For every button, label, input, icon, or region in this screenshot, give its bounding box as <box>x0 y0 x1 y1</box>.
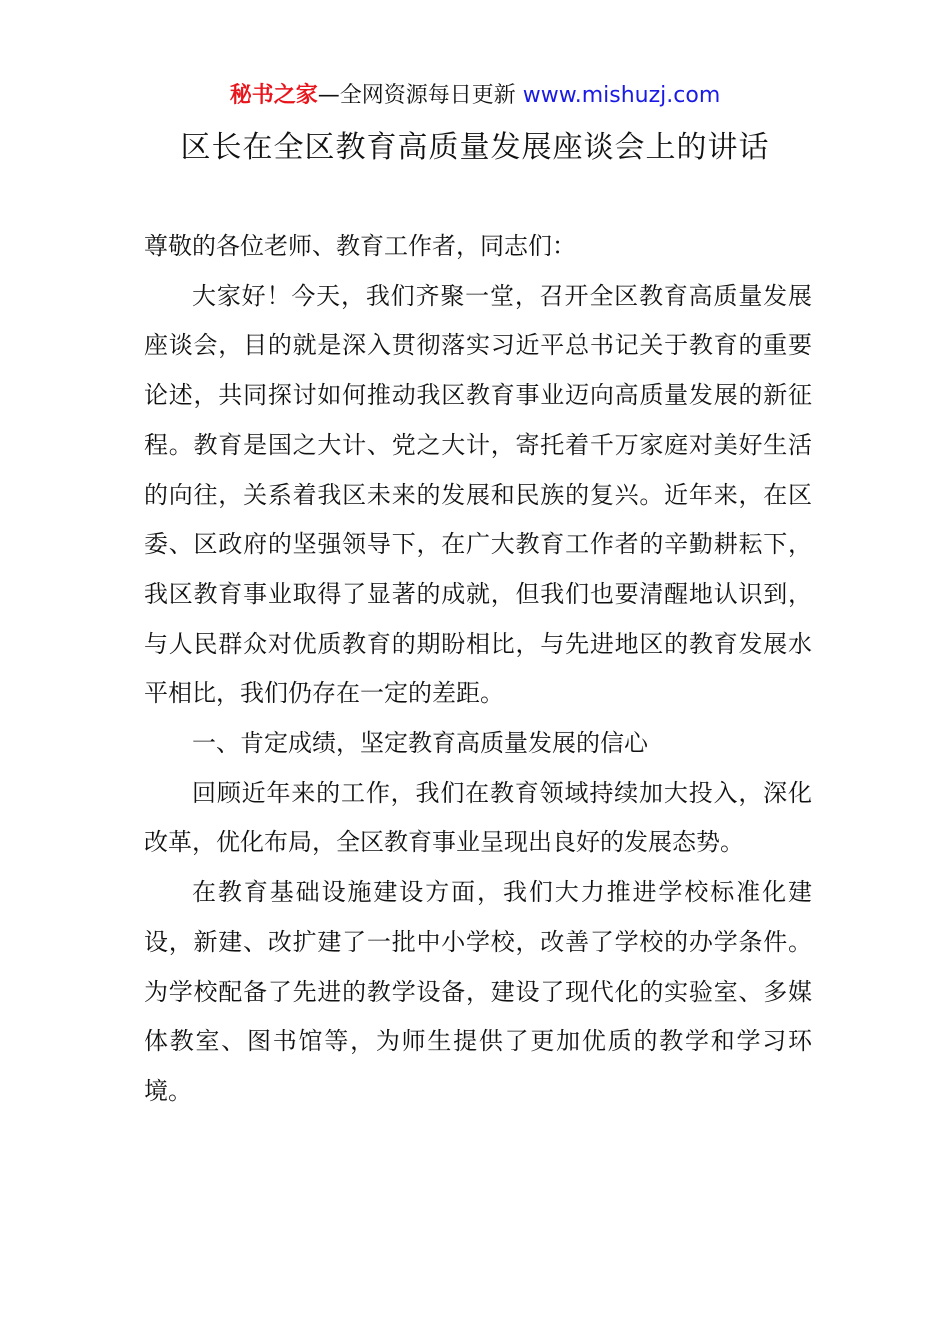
paragraph-review: 回顾近年来的工作，我们在教育领域持续加大投入，深化改革，优化布局，全区教育事业呈现出良好的发展态势。 <box>144 778 812 857</box>
paragraph-infrastructure: 在教育基础设施建设方面，我们大力推进学校标准化建设，新建、改扩建了一批中小学校，改善了学校的办学条件。为学校配备了先进的教学设备，建设了现代化的实验室、多媒体教室、图书馆等，为师生提供了更加优质的教学和学习环境。 <box>144 878 812 1105</box>
document-title: 区长在全区教育高质量发展座谈会上的讲话 <box>180 130 770 165</box>
document-body <box>144 222 812 1117</box>
paragraph-opening: 大家好！今天，我们齐聚一堂，召开全区教育高质量发展座谈会，目的就是深入贯彻落实习近平总书记关于教育的重要论述，共同探讨如何推动我区教育事业迈向高质量发展的新征程。教育是国之大计、党之大计，寄托着千万家庭对美好生活的向往，关系着我区未来的发展和民族的复兴。近年来，在区委、区政府的坚强领导下，在广大教育工作者的辛勤耕耘下，我区教育事业取得了显著的成就，但我们也要清醒地认识到，与人民群众对优质教育的期盼相比，与先进地区的教育发展水平相比，我们仍存在一定的差距。 <box>144 281 812 708</box>
site-tagline: —全网资源每日更新 <box>317 83 516 108</box>
section-heading-1: 一、肯定成绩，坚定教育高质量发展的信心 <box>192 729 648 758</box>
site-url-link[interactable]: www.mishuzj.com <box>522 83 721 108</box>
site-header <box>0 80 950 112</box>
salutation: 尊敬的各位老师、教育工作者，同志们： <box>144 232 576 260</box>
brand-name: 秘书之家 <box>229 83 318 108</box>
